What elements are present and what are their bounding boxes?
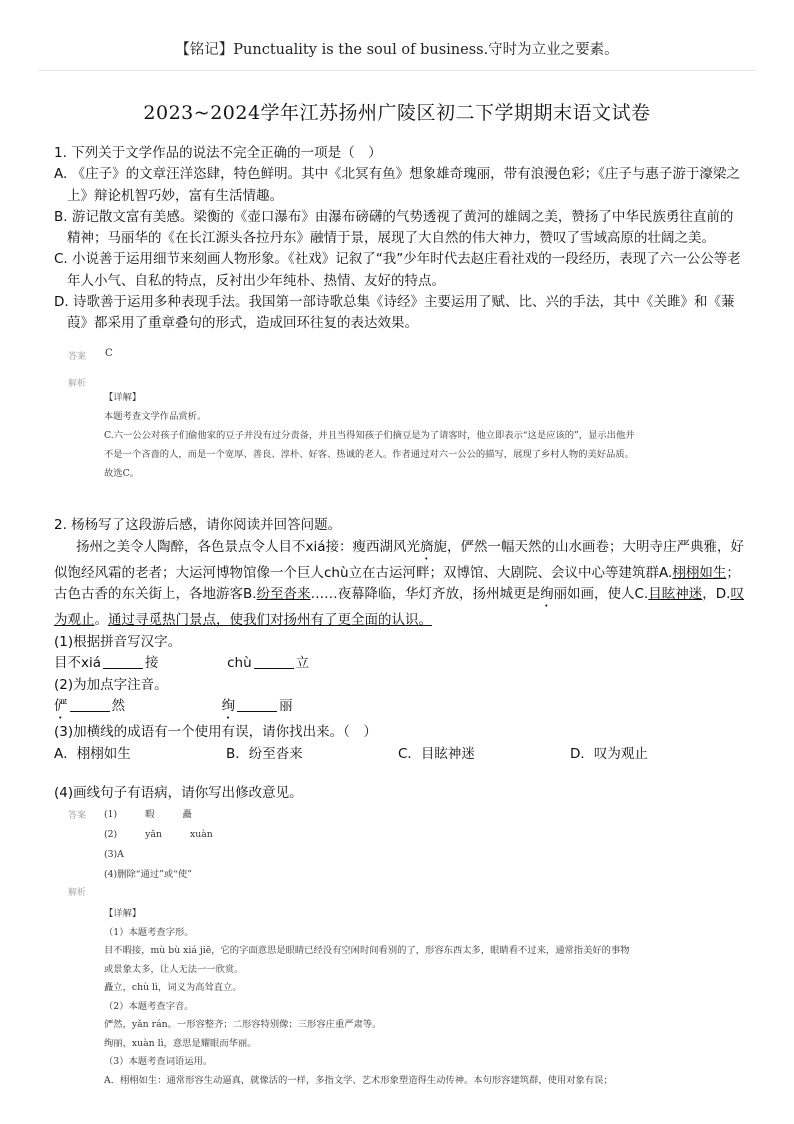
- underlined-idiom-b: 纷至沓来: [256, 586, 311, 602]
- answer-label: 答案: [68, 811, 87, 821]
- analysis-label: 解析: [68, 379, 87, 389]
- subquestion-3: (3)加横线的成语有一个使用有误，请你找出来。（ ）: [54, 724, 377, 740]
- question-1-option-b[interactable]: B. 游记散文富有美感。梁衡的《壶口瀑布》由瀑布磅礴的气势透视了黄河的雄阔之美，赞扬了中华民族勇往直前的精神；马丽华的《在长江源头各拉丹东》融情于景，展现了大自然的伟大神力，赞叹了雪域高原的壮阔之美。: [54, 208, 734, 247]
- page-title: 2023~2024学年江苏扬州广陵区初二下学期期末语文试卷: [143, 102, 651, 124]
- choice-a[interactable]: A．栩栩如生: [54, 745, 131, 762]
- explanation-line: （1）本题考查字形。: [104, 926, 194, 938]
- choice-c[interactable]: C．目眩神迷: [398, 745, 475, 762]
- question-2-explanation: [104, 905, 724, 1090]
- question-2-stem: 2. 杨杨写了这段游后感，请你阅读并回答问题。: [54, 517, 342, 533]
- header-divider: [38, 70, 756, 71]
- answer-blank[interactable]: [70, 697, 110, 712]
- explanation-line: 目不暇接，mù bù xiá jiē，它的字面意思是眼睛已经没有空闲时间看别的了，形容东西太多，眼睛看不过来，通常指美好的事物: [104, 945, 630, 956]
- analysis-label: 解析: [68, 888, 87, 898]
- explanation-line: 本题考查文学作品赏析。: [104, 411, 207, 422]
- answer-blank[interactable]: [254, 654, 294, 669]
- explanation-line: 矗立，chù lì，词义为高耸直立。: [104, 982, 242, 993]
- question-2-passage: 扬州之美令人陶醉，各色景点令人目不xiá接：瘦西湖风光旖旎，俨然一幅天然的山水画卷；大明寺庄严典雅，好似饱经风霜的老者；大运河博物馆像一个巨人chù立在古运河畔；双博馆、大剧院、会议中心等建筑群A.栩栩如生；古色古香的东关街上，各地游客B.纷至沓来……夜幕降临，华灯齐放，扬州城更是绚丽如画，使人C.目眩神迷，D.叹为观止。通过寻觅热门景点，使我们对扬州有了更全面的认识。: [54, 538, 745, 628]
- question-2-answers: (1) 暇 矗 (2) yǎn xuàn (3)A (4)删除“通过”或“使”: [104, 809, 213, 880]
- question-2: [54, 515, 744, 805]
- answer-blank[interactable]: [103, 654, 143, 669]
- question-1-option-d[interactable]: D. 诗歌善于运用多种表现手法。我国第一部诗歌总集《诗经》主要运用了赋、比、兴的手法，其中《关雎》和《蒹葭》都采用了重章叠句的形式，造成回环往复的表达效果。: [54, 294, 735, 332]
- subquestion-2-blanks: 俨 然 绚 丽: [54, 698, 293, 714]
- question-1-explanation: [104, 388, 704, 483]
- explanation-line: 不是一个吝啬的人，而是一个宽厚、善良、淳朴、好客、热诚的老人。作者通过对六一公公的描写，展现了乡村人物的美好品质。: [104, 449, 634, 460]
- choice-d[interactable]: D．叹为观止: [570, 745, 648, 762]
- question-1: [54, 143, 744, 335]
- dotted-char: 旖: [420, 538, 434, 555]
- explanation-line: 【详解】: [104, 908, 142, 919]
- subquestion-3-choices: [54, 744, 744, 766]
- answer-blank[interactable]: [237, 697, 277, 712]
- explanation-line: 或景象太多，让人无法一一欣赏。: [104, 963, 244, 975]
- underlined-idiom-a: 栩栩如生: [672, 564, 727, 581]
- explanation-line: 绚丽，xuàn lì，意思是耀眼而华丽。: [104, 1037, 257, 1049]
- explanation-line: 【详解】: [104, 392, 142, 403]
- motto-header: 【铭记】Punctuality is the soul of business.守时为立业之要素。: [175, 42, 619, 58]
- explanation-line: （2）本题考查字音。: [104, 1000, 194, 1012]
- answer-label: 答案: [68, 352, 87, 362]
- question-1-answer: C: [105, 348, 113, 359]
- subquestion-2: (2)为加点字注音。: [54, 676, 168, 693]
- subquestion-1: (1)根据拼音写汉字。: [54, 633, 182, 650]
- question-1-option-a[interactable]: A. 《庄子》的文章汪洋恣肆，特色鲜明。其中《北冥有鱼》想象雄奇瑰丽，带有浪漫色彩；《庄子与惠子游于濠梁之上》辩论机智巧妙，富有生活情趣。: [54, 166, 740, 204]
- question-1-option-c[interactable]: C. 小说善于运用细节来刻画人物形象。《社戏》记叙了“我”少年时代去赵庄看社戏的一段经历，表现了六一公公等老年人小气、自私的特点，反衬出少年纯朴、热情、友好的特点。: [54, 251, 741, 289]
- explanation-line: 故选C。: [104, 468, 140, 479]
- underlined-idiom-c: 目眩神迷: [648, 586, 703, 602]
- explanation-line: A．栩栩如生：通常形容生动逼真，就像活的一样，多指文学、艺术形象塑造得生动传神。本句形容建筑群，使用对象有误；: [104, 1074, 613, 1086]
- subquestion-4: (4)画线句子有语病，请你写出修改意见。: [54, 785, 303, 801]
- explanation-line: （3）本题考查词语运用。: [104, 1056, 213, 1067]
- question-1-stem: 1. 下列关于文学作品的说法不完全正确的一项是（ ）: [54, 145, 382, 161]
- underlined-sentence: 通过寻觅热门景点，使我们对扬州有了更全面的认识。: [108, 612, 432, 628]
- subquestion-1-blanks: 目不xiá 接 chù 立: [54, 655, 310, 671]
- choice-b[interactable]: B．纷至沓来: [226, 745, 303, 762]
- explanation-line: 俨然，yǎn rán。一形容整齐；二形容特别像；三形容庄重严肃等。: [104, 1019, 382, 1030]
- underlined-idiom-d: 叹为观止: [54, 586, 744, 628]
- explanation-line: C.六一公公对孩子们偷他家的豆子并没有过分责备，并且当得知孩子们摘豆是为了请客时，他立即表示“这是应该的”，显示出他并: [104, 430, 635, 441]
- dotted-char: 绚: [540, 586, 554, 602]
